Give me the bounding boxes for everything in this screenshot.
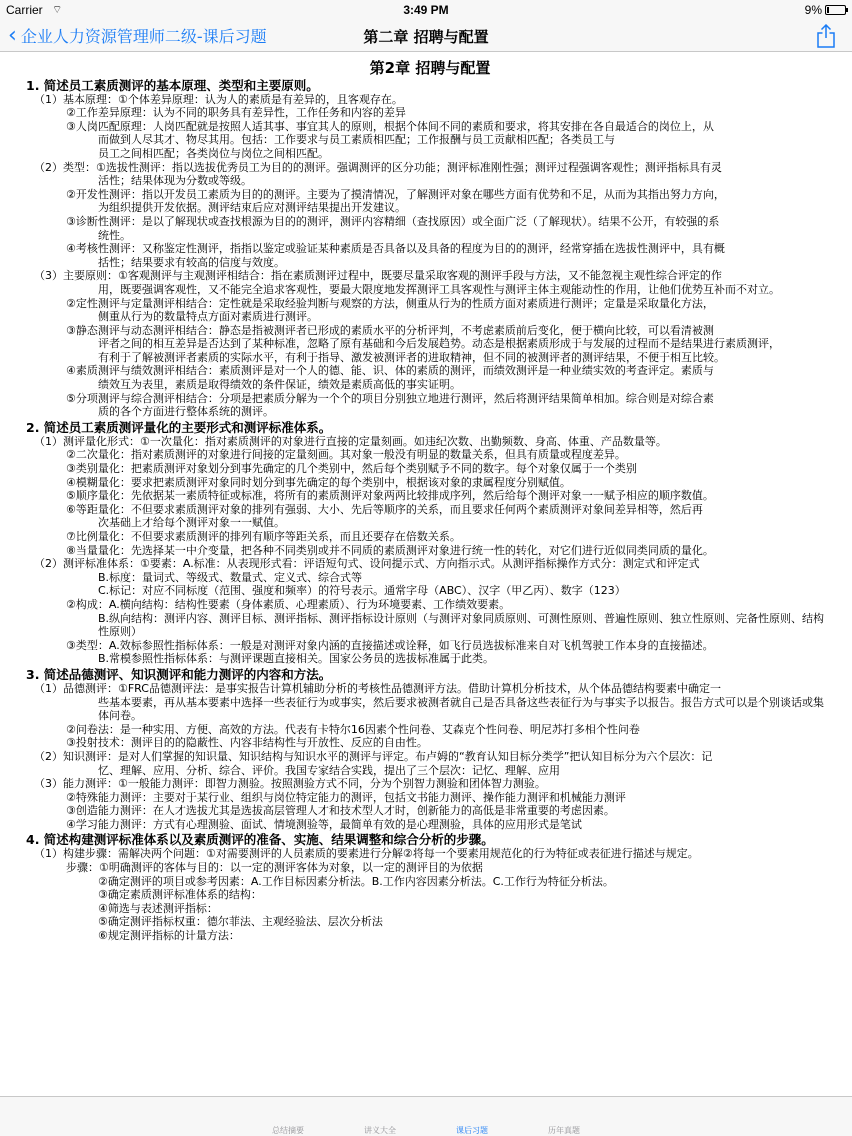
text-line: B.标度：量词式、等级式、数量式、定义式、综合式等 <box>98 570 363 584</box>
text-line: ⑤分项测评与综合测评相结合：分项是把素质分解为一个个的项目分别独立地进行测评，然后将测评结果简单相加。综合则是对综合素 <box>66 391 714 405</box>
text-line: ③静态测评与动态测评相结合：静态是指被测评者已形成的素质水平的分析评判，不考虑素质前后变化，便于横向比较，可以看清被测 <box>66 323 714 337</box>
text-line: ③类别量化：把素质测评对象划分到事先确定的几个类别中，然后每个类别赋予不同的数字。每个对象仅属于一个类别 <box>66 462 637 476</box>
text-line: （1）品德测评：①FRC品德测评法：是事实报告计算机辅助分析的考核性品德测评方法。借助计算机分析技术，从个体品德结构要素中确定一 <box>34 681 721 695</box>
section-heading: 1. 简述员工素质测评的基本原理、类型和主要原则。 <box>26 77 319 93</box>
text-line: ④素质测评与绩效测评相结合：素质测评是对一个人的德、能、识、体的素质的测评，而绩效测评是一种业绩实效的考查评定。素质与 <box>66 364 714 378</box>
chevron-left-icon: ‹ <box>8 22 17 48</box>
section-heading: 2. 简述员工素质测评量化的主要形式和测评标准体系。 <box>26 419 332 435</box>
text-line: ⑤确定测评指标权重：德尔菲法、主观经验法、层次分析法 <box>98 915 383 929</box>
text-line: （2）知识测评：是对人们掌握的知识量、知识结构与知识水平的测评与评定。布卢姆的“教育认知目标分类学”把认知目标分为六个层次：记 <box>34 749 713 763</box>
text-line: ②构成：A.横向结构：结构性要素（身体素质、心理素质）、行为环境要素、工作绩效要素。 <box>66 597 511 611</box>
text-line: （1）基本原理：①个体差异原理：认为人的素质是有差异的，且客观存在。 <box>34 92 403 106</box>
text-line: （3）能力测评：①一般能力测评：即智力测验。按照测验方式不同，分为个别智力测验和团体智力测验。 <box>34 777 546 791</box>
text-line: （1）构建步骤：需解决两个问题：①对需要测评的人员素质的要素进行分解②将每一个要素用规范化的行为特征或表征进行描述与规定。 <box>34 847 699 861</box>
text-line: 侧重从行为的数量特点方面对素质进行测评。 <box>98 310 318 324</box>
battery-percent: 9% <box>804 3 822 17</box>
text-line: 步骤：①明确测评的客体与目的：以一定的测评客体为对象，以一定的测评目的为依据 <box>66 861 483 875</box>
status-bar <box>0 0 852 20</box>
text-line: 绩效互为表里，素质是取得绩效的条件保证，绩效是素质高低的事实证明。 <box>98 378 461 392</box>
text-line: ③投射技术：测评目的的隐蔽性、内容非结构性与开放性、反应的自由性。 <box>66 736 428 750</box>
text-line: ③诊断性测评：是以了解现状或查找根源为目的的测评，测评内容精细（查找原因）或全面广泛（了解现状）。结果不公开，有较强的系 <box>66 214 720 228</box>
text-line: ⑥等距量化：不但要求素质测评对象的排列有强弱、大小、先后等顺序的关系，而且要求任何两个素质测评对象间差异相等，然后再 <box>66 502 703 516</box>
text-line: ③人岗匹配原理：人岗匹配就是按照人适其事、事宜其人的原则，根据个体间不同的素质和要求，将其安排在各自最适合的岗位上，从 <box>66 119 714 133</box>
text-line: 质的各个方面进行整体系统的测评。 <box>98 405 274 419</box>
tab-item[interactable]: 课后习题 <box>456 1126 488 1135</box>
text-line: B.常模参照性指标体系：与测评课题直接相关。国家公务员的选拔标准属于此类。 <box>98 652 495 666</box>
text-line: 些基本要素，再从基本要素中选择一些表征行为或事实，然后要求被测者就自己是否具备这些表征行为与事实予以报告。报告方式可以是个别谈话或集体问卷。 <box>98 695 824 723</box>
section-heading: 4. 简述构建测评标准体系以及素质测评的准备、实施、结果调整和综合分析的步骤。 <box>26 832 494 848</box>
clock: 3:49 PM <box>403 3 449 17</box>
tab-bar <box>0 1096 852 1136</box>
text-line: C.标记：对应不同标度（范围、强度和频率）的符号表示。通常字母（ABC）、汉字（甲乙丙）、数字（123） <box>98 584 626 598</box>
text-line: （2）类型：①选拔性测评：指以选拔优秀员工为目的的测评。强调测评的区分功能；测评标准刚性强；测评过程强调客观性；测评指标具有灵 <box>34 160 722 174</box>
text-line: B.纵向结构：测评内容、测评目标、测评指标、测评指标设计原则（与测评对象同质原则、可测性原则、普遍性原则、独立性原则、完备性原则、结构性原则） <box>98 611 825 639</box>
text-line: ②特殊能力测评：主要对于某行业、组织与岗位特定能力的测评，包括文书能力测评、操作能力测评和机械能力测评 <box>66 790 626 804</box>
tab-item[interactable]: 总结摘要 <box>272 1126 304 1135</box>
share-icon[interactable] <box>816 24 836 48</box>
text-line: ④学习能力测评：方式有心理测验、面试、情境测验等，最简单有效的是心理测验，具体的应用形式是笔试 <box>66 817 582 831</box>
tab-item[interactable]: 历年真题 <box>548 1126 580 1135</box>
section-heading: 3. 简述品德测评、知识测评和能力测评的内容和方法。 <box>26 666 332 682</box>
text-line: ④模糊量化：要求把素质测评对象同时划分到事先确定的每个类别中，根据该对象的隶属程度分别赋值。 <box>66 475 571 489</box>
text-line: ⑤顺序量化：先依据某一素质特征或标准，将所有的素质测评对象两两比较排成序列，然后给每个测评对象一一赋予相应的顺序数值。 <box>66 489 714 503</box>
text-line: 次基础上才给每个测评对象一一赋值。 <box>98 516 285 530</box>
text-line: 活性；结果体现为分数或等级。 <box>98 174 252 188</box>
text-line: ④考核性测评：又称鉴定性测评，指指以鉴定或验证某种素质是否具备以及具备的程度为目的的测评，经常穿插在选拔性测评中，具有概 <box>66 242 725 256</box>
text-line: ②开发性测评：指以开发员工素质为目的的测评。主要为了摸清情况，了解测评对象在哪些方面有优势和不足，从而为其指出努力方向， <box>66 187 725 201</box>
text-line: （1）测评量化形式：①一次量化：指对素质测评的对象进行直接的定量刻画。如违纪次数、出勤频数、身高、体重、产品数量等。 <box>34 434 667 448</box>
document-title: 第2章 招聘与配置 <box>369 59 491 77</box>
text-line: 用，既要强调客观性，又不能完全追求客观性，要最大限度地发挥测评工具客观性与测评主体主观能动性的作用，让他们优势互补而不对立。 <box>98 282 780 296</box>
text-line: （3）主要原则：①客观测评与主观测评相结合：指在素质测评过程中，既要尽量采取客观的测评手段与方法，又不能忽视主观性综合评定的作 <box>34 269 722 283</box>
battery-icon <box>825 5 846 15</box>
text-line: ③创造能力测评：在人才选拔尤其是选拔高层管理人才和技术型人才时，创新能力的高低是非常重要的考虑因素。 <box>66 804 615 818</box>
tab-item[interactable]: 讲义大全 <box>364 1126 396 1135</box>
text-line: 忆、理解、应用、分析、综合、评价。我国专家结合实践，提出了三个层次：记忆、理解、应用 <box>98 763 560 777</box>
document-body <box>26 78 834 943</box>
navigation-bar <box>0 20 852 52</box>
wifi-icon: ⌔ <box>52 4 63 16</box>
text-line: 统性。 <box>98 228 131 242</box>
text-line: ②问卷法：是一种实用、方便、高效的方法。代表有卡特尔16因素个性问卷、艾森克个性问卷、明尼苏打多相个性问卷 <box>66 722 640 736</box>
text-line: 评者之间的相互差异是否达到了某种标准，忽略了原有基础和今后发展趋势。动态是根据素质形成于与发展的过程而不是结果进行素质测评， <box>98 337 780 351</box>
document-content[interactable] <box>0 52 852 1096</box>
text-line: ③类型：A.效标参照性指标体系：一般是对测评对象内涵的直接描述或诠释，如飞行员选拔标准来自对飞机驾驶工作本身的直接描述。 <box>66 638 714 652</box>
text-line: ②定性测评与定量测评相结合：定性就是采取经验判断与观察的方法，侧重从行为的性质方面对素质进行测评；定量是采取量化方法， <box>66 296 714 310</box>
text-line: 而做到人尽其才、物尽其用。包括：工作要求与员工素质相匹配；工作报酬与员工贡献相匹配；各类员工与 <box>98 133 615 147</box>
text-line: 员工之间相匹配；各类岗位与岗位之间相匹配。 <box>98 146 329 160</box>
text-line: ③确定素质测评标准体系的结构： <box>98 888 262 902</box>
text-line: ②二次量化：指对素质测评的对象进行间接的定量刻画。其对象一般没有明显的数量关系，但具有质量或程度差异。 <box>66 448 626 462</box>
text-line: ⑥规定测评指标的计量方法： <box>98 929 240 943</box>
text-line: 为组织提供开发依据。测评结束后应对测评结果提出开发建议。 <box>98 201 406 215</box>
text-line: ②确定测评的项目或参考因素：A.工作目标因素分析法。B.工作内容因素分析法。C.工作行为特征分析法。 <box>98 874 614 888</box>
text-line: 括性；结果要求有较高的信度与效度。 <box>98 255 285 269</box>
nav-title: 第二章 招聘与配置 <box>363 28 489 46</box>
carrier-label: Carrier <box>6 3 43 17</box>
text-line: （2）测评标准体系：①要素：A.标准：从表现形式看：评语短句式、设问提示式、方向指示式。从测评指标操作方式分：测定式和评定式 <box>34 557 700 571</box>
text-line: ④筛选与表述测评指标： <box>98 901 218 915</box>
back-label: 企业人力资源管理师二级-课后习题 <box>20 27 267 46</box>
text-line: 有利于了解被测评者素质的实际水平，有利于指导、激发被测评者的进取精神，但不同的被测评者的测评结果，不便于相互比较。 <box>98 350 725 364</box>
text-line: ⑦比例量化：不但要求素质测评的排列有顺序等距关系，而且还要存在倍数关系。 <box>66 530 461 543</box>
text-line: ②工作差异原理：认为不同的职务具有差异性，工作任务和内容的差异 <box>66 106 406 120</box>
text-line: ⑧当量量化：先选择某一中介变量，把各种不同类别或并不同质的素质测评对象进行统一性的转化，对它们进行近似同类同质的量化。 <box>66 543 714 557</box>
